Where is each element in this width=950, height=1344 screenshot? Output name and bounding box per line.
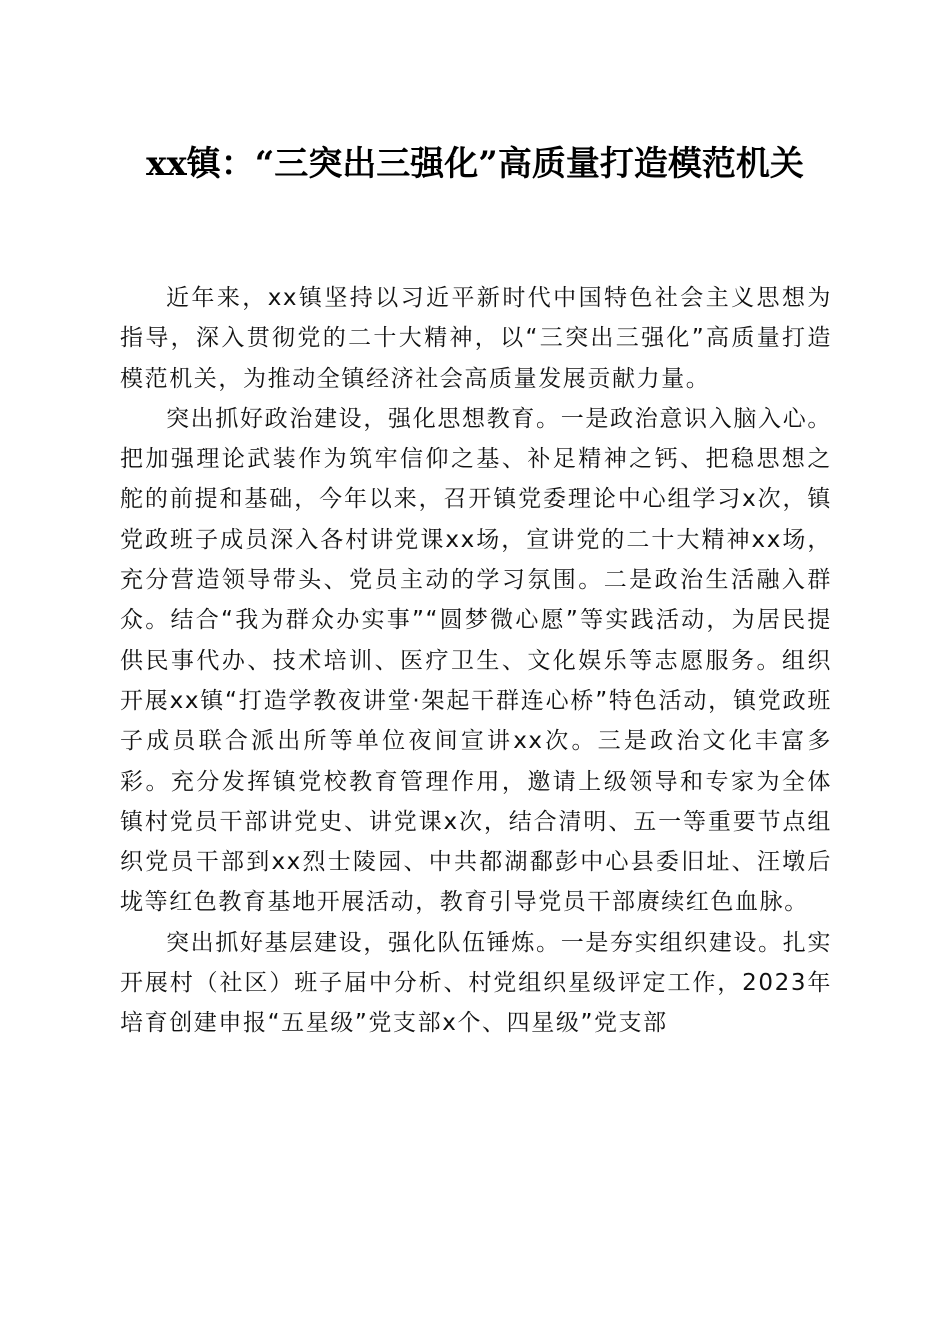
paragraph-grassroots-building: 突出抓好基层建设，强化队伍锤炼。一是夯实组织建设。扎实开展村（社区）班子届中分析、村党组织星级评定工作，2023年培育创建申报“五星级”党支部x个、四星级”党支部 [120,929,832,1037]
paragraph-political-building: 突出抓好政治建设，强化思想教育。一是政治意识入脑入心。把加强理论武装作为筑牢信仰之基、补足精神之钙、把稳思想之舵的前提和基础，今年以来，召开镇党委理论中心组学习x次，镇党政班子成员深入各村讲党课xx场，宣讲党的二十大精神xx场，充分营造领导带头、党员主动的学习氛围。二是政治生活融入群众。结合“我为群众办实事”“圆梦微心愿”等实践活动，为居民提供民事代办、技术培训、医疗卫生、文化娱乐等志愿服务。组织开展xx镇“打造学教夜讲堂·架起干群连心桥”特色活动，镇党政班子成员联合派出所等单位夜间宣讲xx次。三是政治文化丰富多彩。充分发挥镇党校教育管理作用，邀请上级领导和专家为全体镇村党员干部讲党史、讲党课x次，结合清明、五一等重要节点组织党员干部到xx烈士陵园、中共都湖鄱彭中心县委旧址、汪墩后垅等红色教育基地开展活动，教育引导党员干部赓续红色血脉。 [120,405,832,916]
paragraph-intro: 近年来，xx镇坚持以习近平新时代中国特色社会主义思想为指导，深入贯彻党的二十大精神，以“三突出三强化”高质量打造模范机关，为推动全镇经济社会高质量发展贡献力量。 [120,285,832,392]
document-title: xx镇：“三突出三强化”高质量打造模范机关 [146,144,804,184]
document-body [120,278,832,1044]
